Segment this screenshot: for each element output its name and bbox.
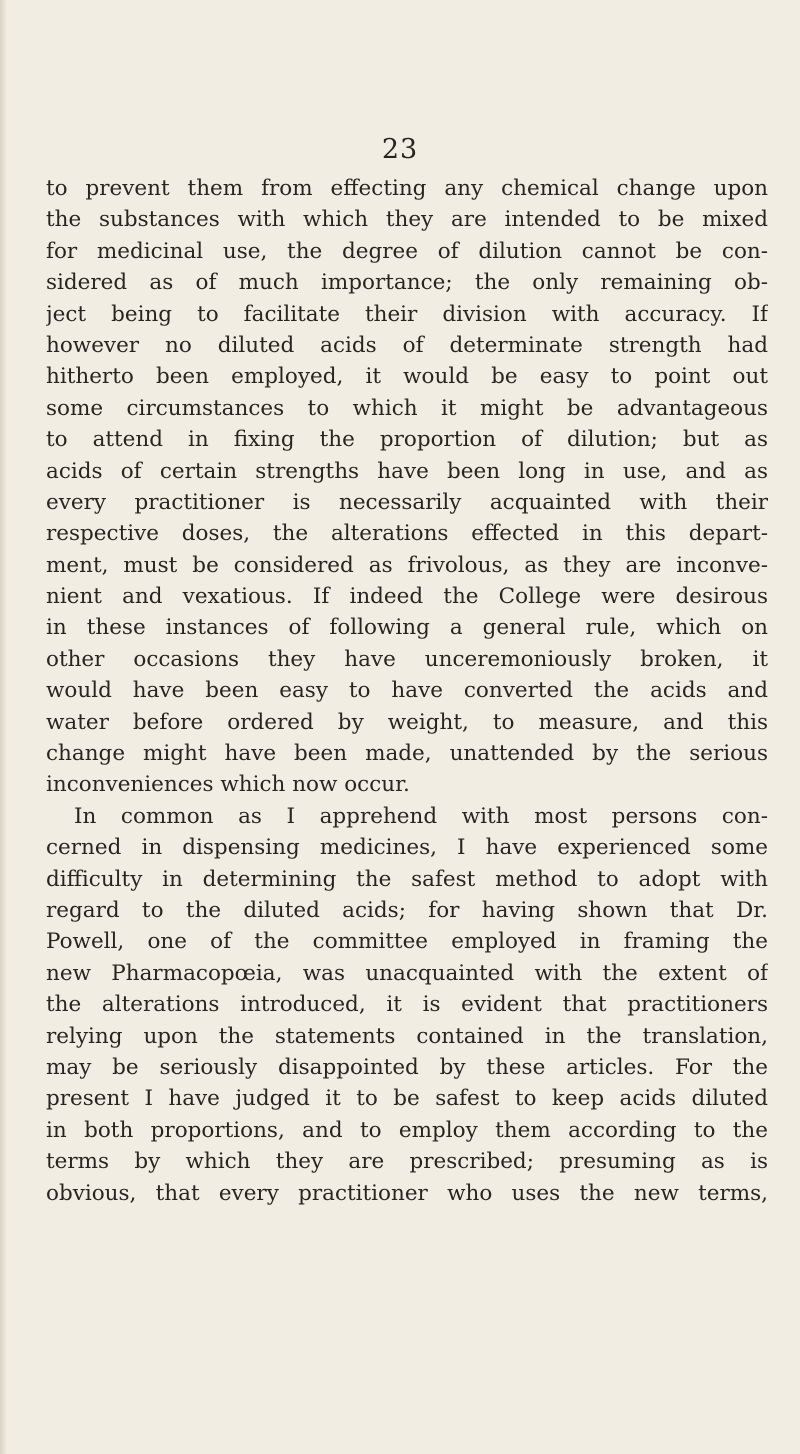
text-line: hitherto been employed, it would be easy to point out [46,364,768,390]
text-line: terms by which they are prescribed; presuming as is [46,1149,768,1175]
text-line: the substances with which they are intended to be mixed [46,207,768,233]
text-line: every practitioner is necessarily acquainted with their [46,489,768,515]
text-line: other occasions they have unceremoniously broken, it [46,646,768,672]
text-line: would have been easy to have converted the acids and [46,678,768,704]
text-line: new Pharmacopœia, was unacquainted with the extent of [46,960,768,986]
text-line: respective doses, the alterations effected in this depart- [46,521,768,547]
page-edge [0,0,6,1454]
text-line: in these instances of following a general rule, which on [46,615,768,641]
text-line: for medicinal use, the degree of dilution cannot be con- [46,238,768,264]
text-line: however no diluted acids of determinate strength had [46,332,768,358]
text-line: ment, must be considered as frivolous, as they are inconve- [46,552,768,578]
text-line: change might have been made, unattended by the serious [46,741,768,767]
text-line: to prevent them from effecting any chemical change upon [46,176,768,201]
text-line: acids of certain strengths have been long in use, and as [46,458,768,484]
text-line: may be seriously disappointed by these articles. For the [46,1054,768,1080]
text-line: Powell, one of the committee employed in framing the [46,929,768,955]
text-line: water before ordered by weight, to measure, and this [46,709,768,735]
text-line: obvious, that every practitioner who uses the new terms, [46,1180,768,1206]
page-body [46,173,768,1209]
text-line: ject being to facilitate their division with accuracy. If [46,301,768,327]
text-line: in both proportions, and to employ them according to the [46,1117,768,1143]
text-line: In common as I apprehend with most persons con- [74,803,768,829]
text-line: sidered as of much importance; the only remaining ob- [46,270,768,296]
text-line: to attend in fixing the proportion of dilution; but as [46,427,768,453]
text-line: the alterations introduced, it is evident that practitioners [46,992,768,1018]
text-line: regard to the diluted acids; for having shown that Dr. [46,897,768,923]
text-line: relying upon the statements contained in the translation, [46,1023,768,1049]
text-line: difficulty in determining the safest method to adopt with [46,866,768,892]
page-number: 23 [381,134,419,165]
text-line: some circumstances to which it might be advantageous [46,395,768,421]
text-line: cerned in dispensing medicines, I have experienced some [46,835,768,861]
text-line: present I have judged it to be safest to keep acids diluted [46,1086,768,1112]
text-line: nient and vexatious. If indeed the College were desirous [46,584,768,610]
text-line: inconveniences which now occur. [46,772,410,798]
